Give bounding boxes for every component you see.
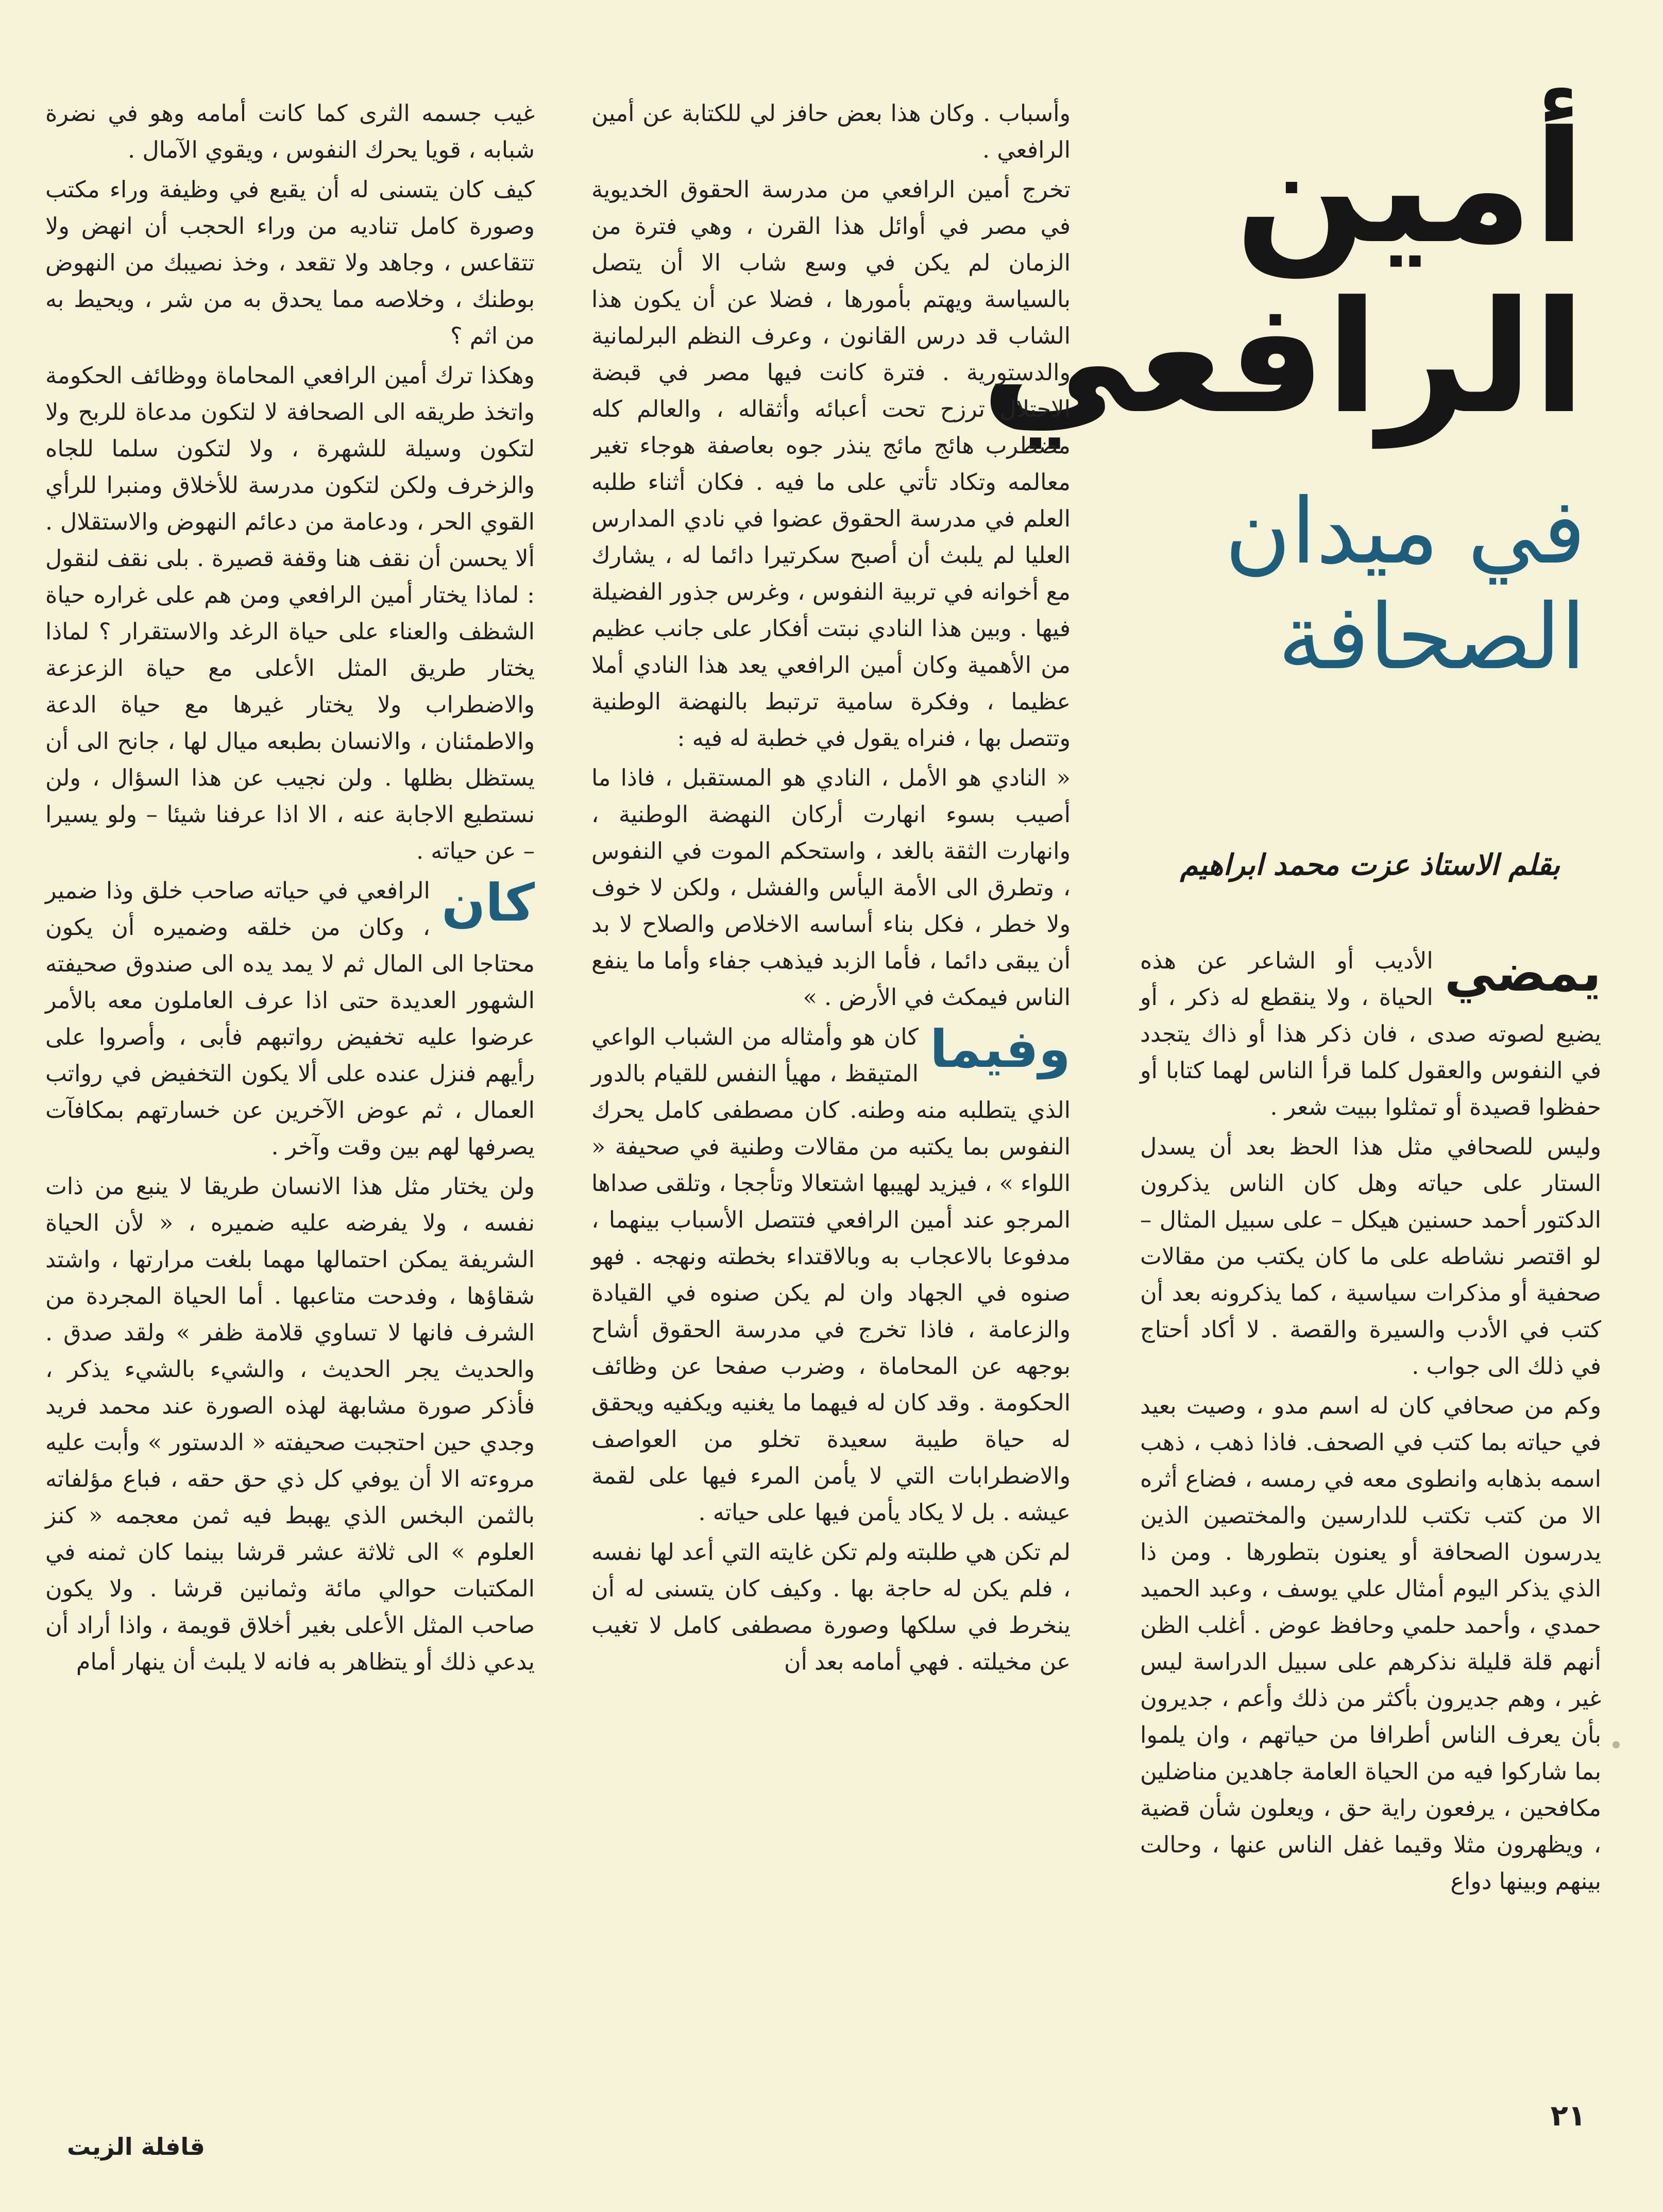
column-middle (591, 95, 1071, 2063)
title-line-1: أمين (1234, 98, 1586, 278)
quote-paragraph: « النادي هو الأمل ، النادي هو المستقبل ، فاذا ما أصيب بسوء انهارت أركان النهضة الوطنية ، وانهارت الثقة بالغد ، واستحكم الموت في النفوس ، وتطرق الى الأمة اليأس والفشل ، ولكن لا خوف ولا خطر ، فكل بناء أساسه الاخلاص والصلاح لا بد أن يبقى دائما ، فأما الزبد فيذهب جفاء وأما ما ينفع الناس فيمكث في الأرض . » (591, 765, 1071, 1011)
paragraph: وليس للصحافي مثل هذا الحظ بعد أن يسدل الستار على حياته وهل كان الناس يذكرون الدكتور أحمد حسنين هيكل – على سبيل المثال – لو اقتصر نشاطه على ما كان يكتب من مقالات صحفية أو مذكرات سياسية ، كما يذكرونه بعد أن كتب في الأدب والسيرة والقصة . لا أكاد أحتاج في ذلك الى جواب . (1140, 1134, 1601, 1380)
article-subtitle (1163, 479, 1586, 690)
dropcap-kana: كان (441, 873, 535, 933)
paragraph: تخرج أمين الرافعي من مدرسة الحقوق الخديوية في مصر في أوائل هذا القرن ، وهي فترة من الزمان لم يكن في وسع شاب الا أن يتصل بالسياسة ويهتم بأمورها ، فضلا عن أن يكون هذا الشاب قد درس القانون ، وعرف النظم البرلمانية والدستورية . فترة كانت فيها مصر في قبضة الاحتلال ترزح تحت أعبائه وأثقاله ، والعالم كله مضطرب هائج مائج ينذر جوه بعاصفة هوجاء تغير معالمه وتكاد تأتي على ما فيه . فكان أثناء طلبه العلم في مدرسة الحقوق عضوا في نادي المدارس العليا لم يلبث أن أصبح سكرتيرا دائما له ، يشارك مع أخوانه في تربية النفوس ، وغرس جذور الفضيلة فيها . وبين هذا النادي نبتت أفكار على جانب عظيم من الأهمية وكان أمين الرافعي يعد هذا النادي أملا عظيما ، وفكرة سامية ترتبط بالنهضة الوطنية وتتصل بها ، فنراه يقول في خطبة له فيه : (591, 177, 1071, 752)
column-left (45, 95, 535, 2063)
page-mark-dot (1613, 1741, 1620, 1748)
paragraph: الأديب أو الشاعر عن هذه الحياة ، ولا ينقطع له ذكر ، أو يضيع لصوته صدى ، فان ذكر هذا أو ذاك يتجدد في النفوس والعقول كلما قرأ الناس لهما كتابا أو حفظوا قصيدة أو تمثلوا ببيت شعر . (1140, 948, 1601, 1120)
dropcap-wafima: وفيما (929, 1019, 1071, 1079)
paragraph: الرافعي في حياته صاحب خلق وذا ضمير ، وكان من خلقه وضميره أن يكون محتاجا الى المال ثم لا يمد يده الى صندوق صحيفته الشهور العديدة حتى اذا عرف العاملون معه بالأمر عرضوا عليه تخفيض رواتبهم فأبى ، وأصروا على رأيهم فنزل عنده على ألا يكون التخفيض في رواتب العمال ، ثم عوض الآخرين عن خسارتهم بمكافآت يصرفها لهم بين وقت وآخر . (45, 878, 535, 1160)
column-right (1140, 943, 1601, 2061)
article-title-block (980, 98, 1586, 690)
page-number: ٢١ (1550, 2099, 1586, 2133)
article-title (980, 98, 1586, 448)
paragraph: لم تكن هي طلبته ولم تكن غايته التي أعد لها نفسه ، فلم يكن له حاجة بها . وكيف كان يتسنى له أن ينخرط في سلكها وصورة مصطفى كامل لا تغيب عن مخيلته . فهي أمامه بعد أن (591, 1539, 1071, 1675)
author-byline: بقلم الاستاذ عزت محمد ابراهيم (1180, 848, 1560, 882)
paragraph: وهكذا ترك أمين الرافعي المحاماة ووظائف الحكومة واتخذ طريقه الى الصحافة لا لتكون مدعاة للربح ولا لتكون وسيلة للشهرة ، ولا لتكون سلما للجاه والزخرف ولكن لتكون مدرسة للأخلاق ومنبرا للرأي القوي الحر ، ودعامة من دعائم النهوض والاستقلال . ألا يحسن أن نقف هنا وقفة قصيرة . بلى نقف لنقول : لماذا يختار أمين الرافعي ومن هم على غراره حياة الشظف والعناء على حياة الرغد والاستقرار ؟ لماذا يختار طريق المثل الأعلى مع حياة الزعزعة والاضطراب ولا يختار غيرها مع حياة الدعة والاطمئنان ، والانسان بطبعه ميال لها ، جانح الى أن يستظل بظلها . ولن نجيب عن هذا السؤال ، ولن نستطيع الاجابة عنه ، الا اذا عرفنا شيئا – ولو يسيرا – عن حياته . (45, 363, 535, 864)
paragraph: كان هو وأمثاله من الشباب الواعي المتيقظ ، مهيأ النفس للقيام بالدور الذي يتطلبه منه وطنه. كان مصطفى كامل يحرك النفوس بما يكتبه من مقالات وطنية في صحيفة « اللواء » ، فيزيد لهيبها اشتعالا وتأججا ، وتلقى صداها المرجو عند أمين الرافعي فتتصل الأسباب بينهما ، مدفوعا بالاعجاب به وبالاقتداء بخطته ونهجه . فهو صنوه في الجهاد وان لم يكن صنوه في القيادة والزعامة ، فاذا تخرج في مدرسة الحقوق أشاح بوجهه عن المحاماة ، وضرب صفحا عن وظائف الحكومة . وقد كان له فيهما ما يغنيه ويكفيه ويحقق له حياة طيبة سعيدة تخلو من العواصف والاضطرابات التي لا يأمن المرء فيها على لقمة عيشه . بل لا يكاد يأمن فيها على حياته . (591, 1024, 1071, 1526)
paragraph: وكم من صحافي كان له اسم مدو ، وصيت بعيد في حياته بما كتب في الصحف. فاذا ذهب ، ذهب اسمه بذهابه وانطوى معه في رمسه ، فضاع أثره الا من كتب تكتب للدارسين والمختصين الذين يدرسون الصحافة أو يعنون بتطورها . ومن ذا الذي يذكر اليوم أمثال علي يوسف ، وعبد الحميد حمدي ، وأحمد حلمي وحافظ عوض . أغلب الظن أنهم قلة قليلة نذكرهم على سبيل الدراسة ليس غير ، وهم جديرون بأكثر من ذلك وأعم ، جديرون بأن يعرف الناس أطرافا من حياتهم ، وان يلموا بما شاركوا فيه من الحياة العامة جاهدين مناضلين مكافحين ، يرفعون راية حق ، ويعلون شأن قضية ، ويظهرون مثلا وقيما غفل الناس عنها ، وحالت بينهم وبينها دواع (1140, 1393, 1601, 1895)
subtitle-line-2: الصحافة (1278, 585, 1586, 690)
paragraph: كيف كان يتسنى له أن يقبع في وظيفة وراء مكتب وصورة كامل تناديه من وراء الحجب أن انهض ولا تتقاعس ، وجاهد ولا تقعد ، وخذ نصيبك من النهوض بوطنك ، وخلاصه مما يحدق به من شر ، ويحيط به من اثم ؟ (45, 177, 535, 349)
title-line-2: الرافعي (980, 268, 1586, 448)
paragraph: ولن يختار مثل هذا الانسان طريقا لا ينبع من ذات نفسه ، ولا يفرضه عليه ضميره ، « لأن الحياة الشريفة يمكن احتمالها مهما بلغت مرارتها ، واشتد شقاؤها ، وفدحت متاعبها . أما الحياة المجردة من الشرف فانها لا تساوي قلامة ظفر » ولقد صدق . والحديث يجر الحديث ، والشيء بالشيء يذكر ، فأذكر صورة مشابهة لهذه الصورة عند محمد فريد وجدي حين احتجبت صحيفته « الدستور » وأبت عليه مروءته الا أن يوفي كل ذي حق حقه ، فباع مؤلفاته بالثمن البخس الذي يهبط فيه ثمن معجمه « كنز العلوم » الى ثلاثة عشر قرشا بينما كان ثمنه في المكتبات حوالي مائة وثمانين قرشا . ولا يكون صاحب المثل الأعلى بغير أخلاق قويمة ، واذا أراد أن يدعي ذلك أو يتظاهر به فانه لا يلبث أن ينهار أمام (45, 1173, 535, 1675)
dropcap-yamdi: يمضي (1444, 943, 1601, 1003)
magazine-name: قافلة الزيت (67, 2133, 205, 2160)
paragraph: وأسباب . وكان هذا بعض حافز لي للكتابة عن أمين الرافعي . (591, 100, 1071, 163)
paragraph: غيب جسمه الثرى كما كانت أمامه وهو في نضرة شبابه ، قويا يحرك النفوس ، ويقوي الآمال . (45, 100, 535, 163)
subtitle-line-1: في ميدان (1225, 480, 1586, 584)
